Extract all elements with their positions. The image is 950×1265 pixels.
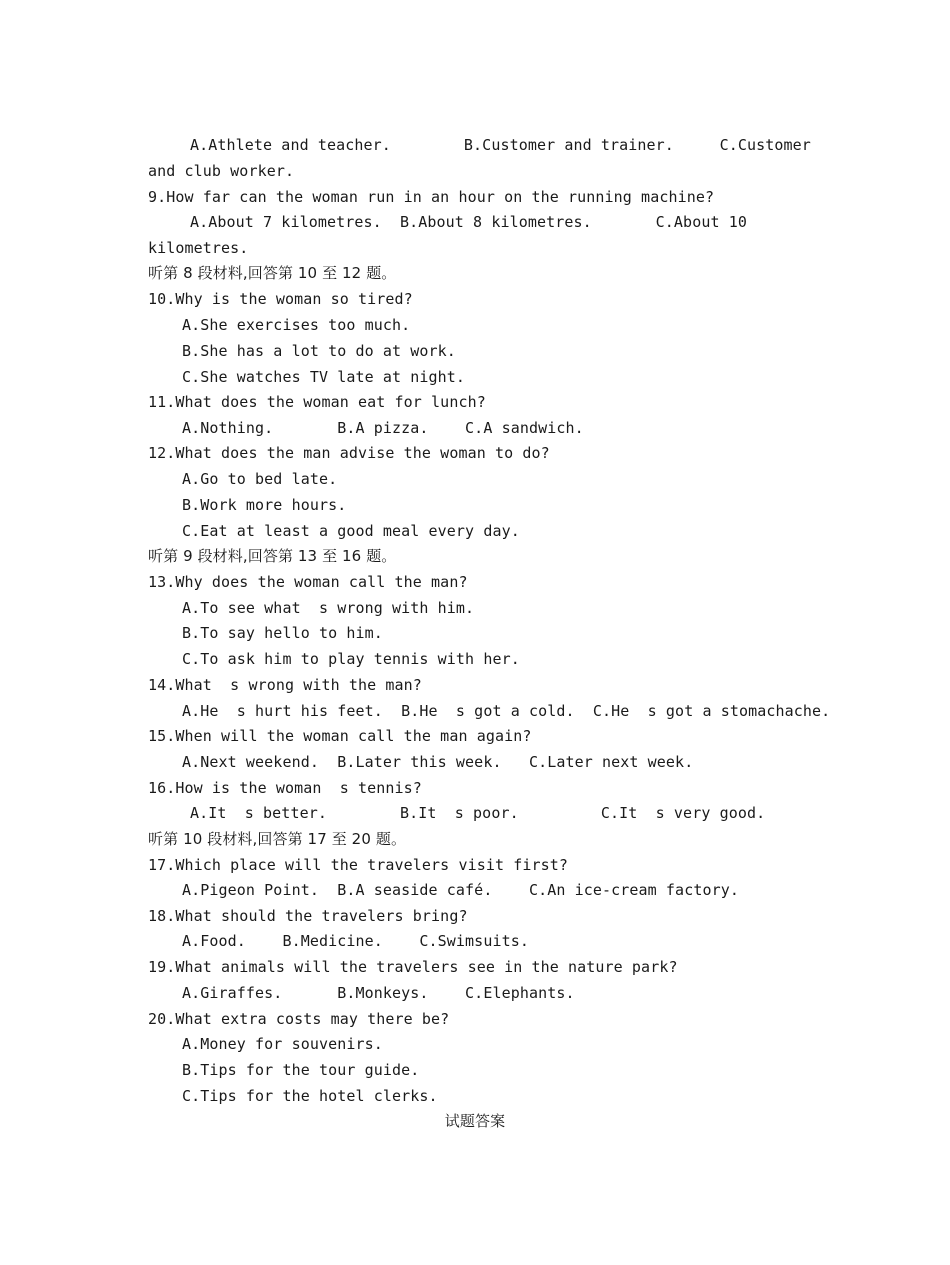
option-line: C.To ask him to play tennis with her.	[182, 650, 520, 668]
question-15: 15.When will the woman call the man again?	[148, 727, 532, 745]
option-line: A.Nothing. B.A pizza. C.A sandwich.	[182, 419, 584, 437]
question-13: 13.Why does the woman call the man?	[148, 573, 468, 591]
question-14: 14.What s wrong with the man?	[148, 676, 422, 694]
option-line: C.She watches TV late at night.	[182, 368, 466, 386]
option-line: A.It s better. B.It s poor. C.It s very good.	[190, 804, 766, 822]
question-10: 10.Why is the woman so tired?	[148, 290, 413, 308]
option-line: A.Food. B.Medicine. C.Swimsuits.	[182, 932, 529, 950]
section-heading: 听第 10 段材料,回答第 17 至 20 题。	[148, 830, 407, 848]
option-continuation: kilometres.	[148, 239, 249, 257]
question-18: 18.What should the travelers bring?	[148, 907, 468, 925]
option-line: B.Tips for the tour guide.	[182, 1061, 420, 1079]
question-16: 16.How is the woman s tennis?	[148, 779, 422, 797]
section-heading: 听第 8 段材料,回答第 10 至 12 题。	[148, 264, 397, 282]
option-line: B.She has a lot to do at work.	[182, 342, 456, 360]
option-line: A.Money for souvenirs.	[182, 1035, 383, 1053]
question-9: 9.How far can the woman run in an hour on the running machine?	[148, 188, 715, 206]
answers-heading: 试题答案	[444, 1112, 506, 1130]
option-line: A.Giraffes. B.Monkeys. C.Elephants.	[182, 984, 575, 1002]
option-line: A.He s hurt his feet. B.He s got a cold. C.He s got a stomachache.	[182, 702, 831, 720]
question-17: 17.Which place will the travelers visit first?	[148, 856, 569, 874]
option-line: A.Next weekend. B.Later this week. C.Later next week.	[182, 753, 694, 771]
option-line: C.Eat at least a good meal every day.	[182, 522, 520, 540]
question-19: 19.What animals will the travelers see in the nature park?	[148, 958, 678, 976]
option-line: A.About 7 kilometres. B.About 8 kilometres. C.About 10	[190, 213, 747, 231]
option-line: A.She exercises too much.	[182, 316, 411, 334]
option-line: B.To say hello to him.	[182, 624, 383, 642]
question-12: 12.What does the man advise the woman to do?	[148, 444, 550, 462]
option-line: C.Tips for the hotel clerks.	[182, 1087, 438, 1105]
section-heading: 听第 9 段材料,回答第 13 至 16 题。	[148, 547, 397, 565]
option-line: A.Athlete and teacher. B.Customer and trainer. C.Customer	[190, 136, 811, 154]
option-line: A.Go to bed late.	[182, 470, 338, 488]
option-continuation: and club worker.	[148, 162, 295, 180]
option-line: A.To see what s wrong with him.	[182, 599, 475, 617]
option-line: A.Pigeon Point. B.A seaside café. C.An ice-cream factory.	[182, 881, 739, 899]
question-11: 11.What does the woman eat for lunch?	[148, 393, 486, 411]
question-20: 20.What extra costs may there be?	[148, 1010, 450, 1028]
option-line: B.Work more hours.	[182, 496, 347, 514]
